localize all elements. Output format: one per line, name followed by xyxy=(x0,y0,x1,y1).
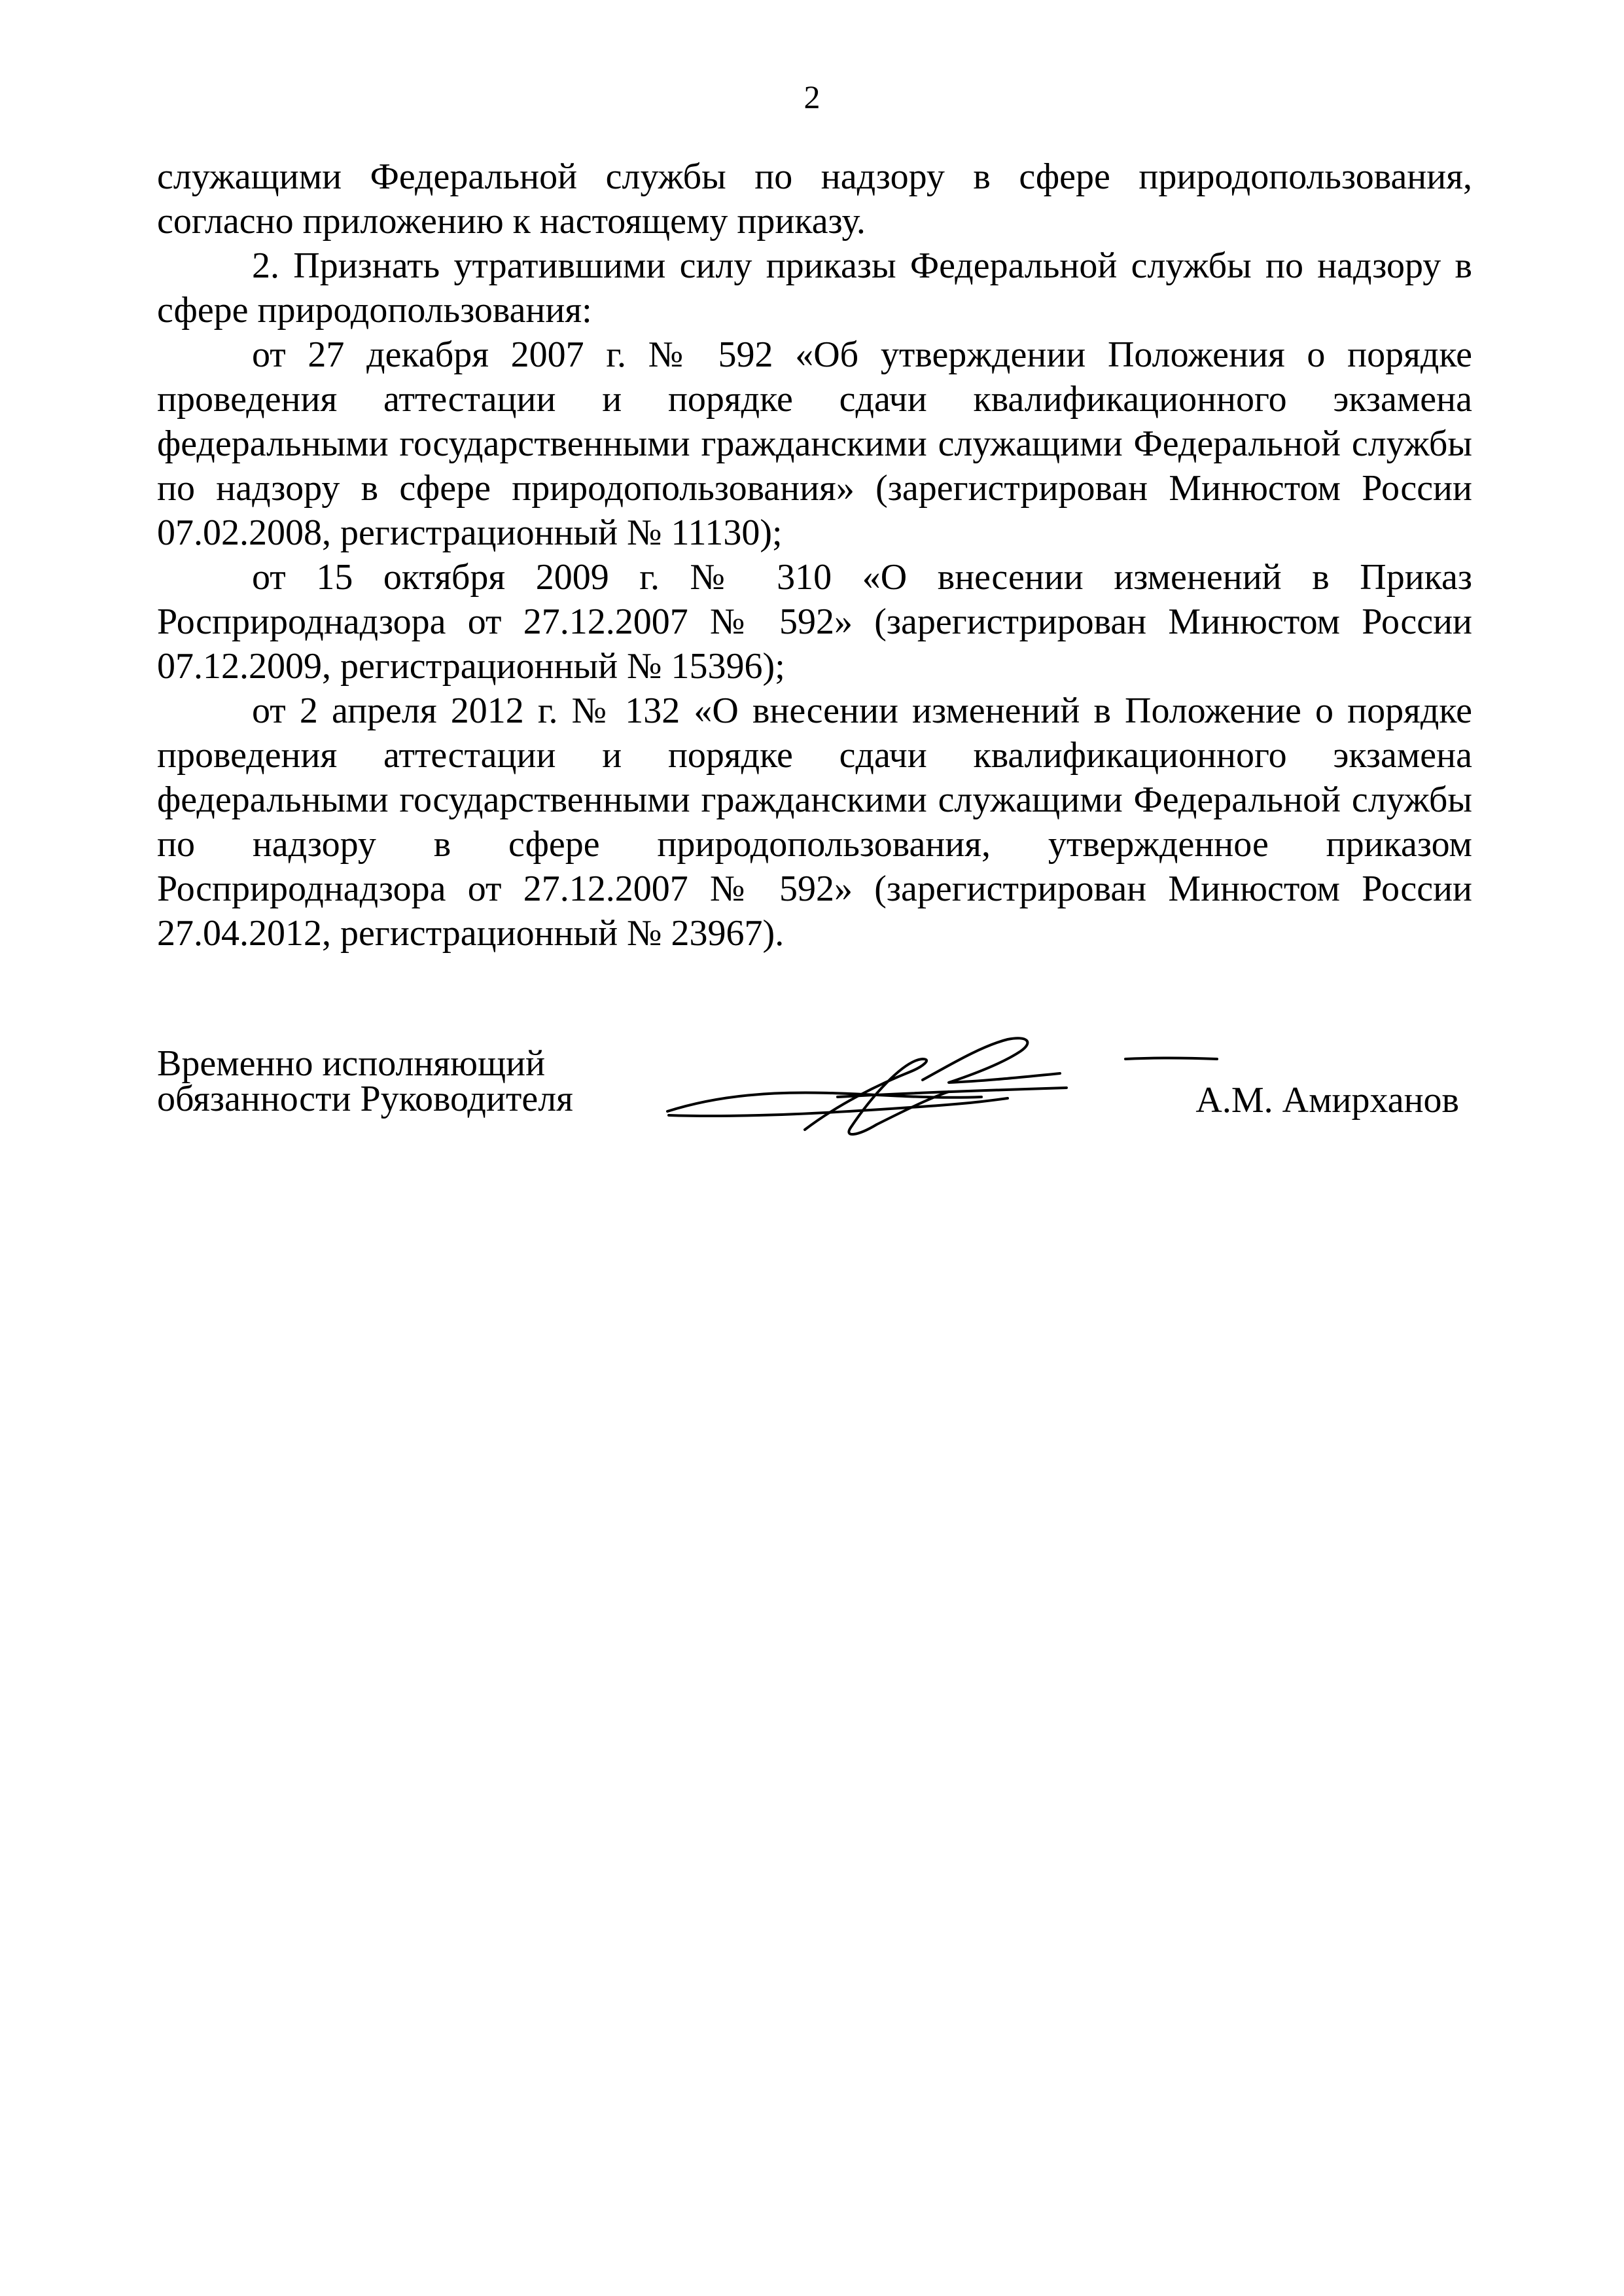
signatory-title xyxy=(157,1043,573,1119)
paragraph-order-592: от 27 декабря 2007 г. № 592 «Об утверждении Положения о порядке проведения аттестации и порядке сдачи квалификационного экзамена федеральными государственными гражданскими служащими Федеральной службы по надзору в сфере природопользования» (зарегистрирован Минюстом России 07.02.2008, регистрационный № 11130); xyxy=(157,334,1472,553)
paragraph-continuation: служащими Федеральной службы по надзору в сфере природопользования, согласно приложению к настоящему приказу. xyxy=(157,156,1472,242)
paragraph-order-310: от 15 октября 2009 г. № 310 «О внесении изменений в Приказ Росприроднадзора от 27.12.2007 № 592» (зарегистрирован Минюстом России 07.12.2009, регистрационный № 15396); xyxy=(157,557,1472,687)
signatory-title-line-1: Временно исполняющий xyxy=(157,1043,546,1084)
paragraph-order-132: от 2 апреля 2012 г. № 132 «О внесении изменений в Положение о порядке проведения аттестации и порядке сдачи квалификационного экзамена федеральными государственными гражданскими служащими Федеральной службы по надзору в сфере природопользования, утвержденное приказом Росприроднадзора от 27.12.2007 № 592» (зарегистрирован Минюстом России 27.04.2012, регистрационный № 23967). xyxy=(157,691,1472,954)
signatory-title-line-2: обязанности Руководителя xyxy=(157,1079,573,1119)
page-number: 2 xyxy=(803,79,821,115)
document-body xyxy=(157,154,1472,956)
signatory-name: А.М. Амирханов xyxy=(1195,1080,1459,1121)
paragraph-item-2: 2. Признать утратившими силу приказы Федеральной службы по надзору в сфере природопользования: xyxy=(157,245,1472,331)
signature-block xyxy=(157,1043,1472,1164)
